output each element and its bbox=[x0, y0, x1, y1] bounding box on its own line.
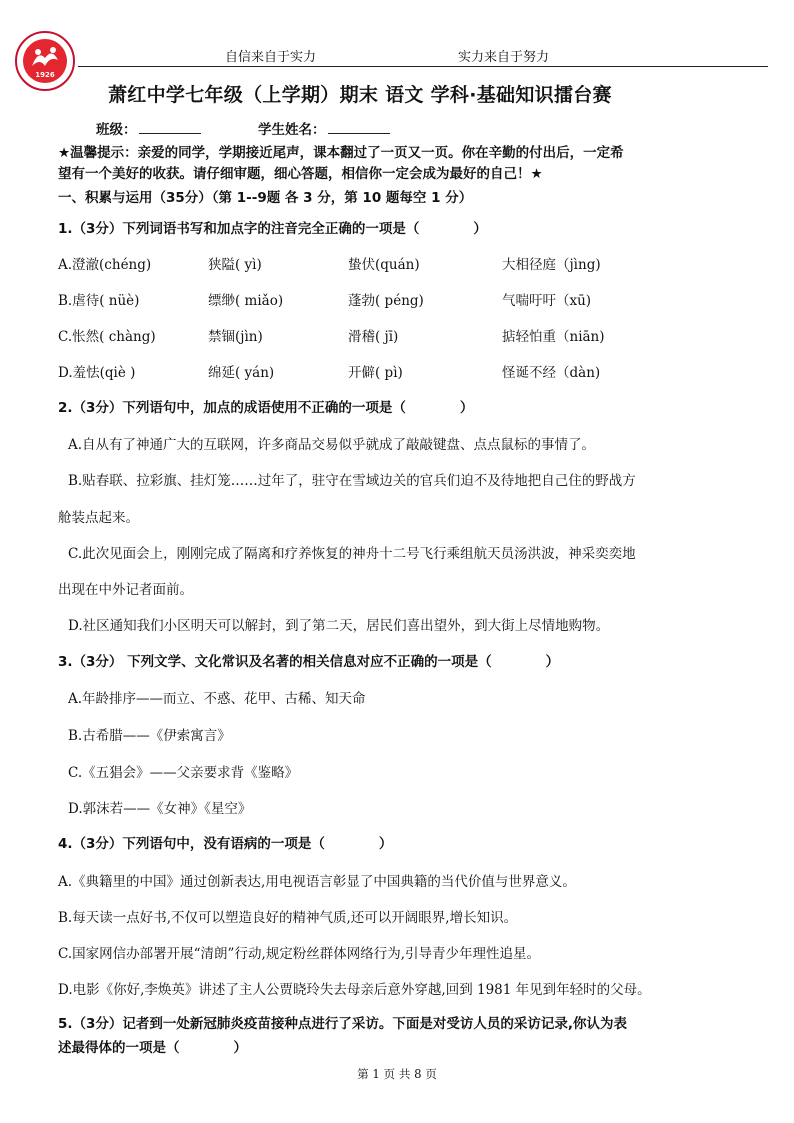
q1-option-a-1: A.澄澈(chéng) bbox=[58, 257, 152, 273]
q2-option-c-line-1: C.此次见面会上，刚刚完成了隔离和疗养恢复的神舟十二号飞行乘组航天员汤洪波，神采奕奕地 bbox=[68, 546, 636, 562]
q4-option-b: B.每天读一点好书,不仅可以塑造良好的精神气质,还可以开阔眼界,增长知识。 bbox=[58, 910, 518, 926]
header-divider bbox=[78, 66, 768, 67]
q5-stem-line-1: 5.（3分）记者到一处新冠肺炎疫苗接种点进行了采访。下面是对受访人员的采访记录,你认为表 bbox=[58, 1016, 628, 1032]
class-blank bbox=[139, 121, 201, 134]
q4-option-d: D.电影《你好,李焕英》讲述了主人公贾晓玲失去母亲后意外穿越,回到 1981 年见到年轻时的父母。 bbox=[58, 982, 651, 998]
q2-stem: 2.（3分）下列语句中，加点的成语使用不正确的一项是（ ） bbox=[58, 400, 474, 416]
q1-option-a-3: 蛰伏(quán) bbox=[348, 257, 420, 273]
student-name-blank bbox=[328, 121, 390, 134]
q3-option-b: B.古希腊——《伊索寓言》 bbox=[68, 728, 231, 744]
q2-option-c-line-2: 出现在中外记者面前。 bbox=[58, 582, 193, 598]
page-footer: 第 1 页 共 8 页 bbox=[357, 1067, 437, 1081]
q1-option-a-4: 大相径庭（jìng) bbox=[502, 257, 601, 273]
page-title: 萧红中学七年级（上学期）期末 语文 学科·基础知识擂台赛 bbox=[108, 84, 612, 106]
q1-option-b-1: B.虐待( nüè) bbox=[58, 293, 140, 309]
q1-option-c-2: 禁锢(jìn) bbox=[208, 329, 263, 345]
q3-option-a: A.年龄排序——而立、不惑、花甲、古稀、知天命 bbox=[68, 691, 366, 707]
tip-line-1: ★温馨提示：亲爱的同学，学期接近尾声，课本翻过了一页又一页。你在辛勤的付出后，一定希 bbox=[58, 145, 624, 161]
q1-option-d-3: 开僻( pì) bbox=[348, 365, 403, 381]
q1-option-d-2: 绵延( yán) bbox=[208, 365, 275, 381]
q4-option-c: C.国家网信办部署开展“清朗”行动,规定粉丝群体网络行为,引导青少年理性追星。 bbox=[58, 946, 541, 962]
section-1-heading: 一、积累与运用（35分）（第 1--9题 各 3 分，第 10 题每空 1 分） bbox=[58, 190, 473, 206]
q5-stem-line-2: 述最得体的一项是（ ） bbox=[58, 1040, 247, 1056]
q1-option-a-2: 狭隘( yì) bbox=[208, 257, 262, 273]
q1-option-d-4: 怪诞不经（dàn) bbox=[502, 365, 601, 381]
class-label: 班级： bbox=[96, 122, 137, 138]
student-name-field bbox=[258, 118, 390, 138]
q1-option-b-4: 气喘吁吁（xū) bbox=[502, 293, 592, 309]
q1-option-c-4: 掂轻怕重（niān) bbox=[502, 329, 605, 345]
motto-right: 实力来自于努力 bbox=[458, 50, 550, 65]
motto-left: 自信来自于实力 bbox=[225, 50, 317, 65]
q2-option-d: D.社区通知我们小区明天可以解封，到了第二天，居民们喜出望外，到大街上尽情地购物。 bbox=[68, 618, 610, 634]
q1-option-b-3: 蓬勃( péng) bbox=[348, 293, 424, 309]
school-logo-icon bbox=[14, 30, 76, 92]
q1-option-b-2: 缥缈( miǎo) bbox=[208, 293, 284, 309]
logo-year: 1926 bbox=[35, 71, 55, 79]
q1-stem: 1.（3分）下列词语书写和加点字的注音完全正确的一项是（ ） bbox=[58, 221, 487, 237]
q1-option-c-3: 滑稽( jī) bbox=[348, 329, 399, 345]
q2-option-a: A.自从有了神通广大的互联网，许多商品交易似乎就成了敲敲键盘、点点鼠标的事情了。 bbox=[68, 437, 596, 453]
q4-option-a: A.《典籍里的中国》通过创新表达,用电视语言彰显了中国典籍的当代价值与世界意义。 bbox=[58, 874, 576, 890]
q1-option-c-1: C.怅然( chàng) bbox=[58, 329, 156, 345]
q3-option-c: C.《五猖会》——父亲要求背《鉴略》 bbox=[68, 765, 299, 781]
tip-line-2: 望有一个美好的收获。请仔细审题，细心答题，相信你一定会成为最好的自己！★ bbox=[58, 166, 543, 182]
q2-option-b-line-2: 舱装点起来。 bbox=[58, 510, 139, 526]
q1-option-d-1: D.羞怯(qiè ) bbox=[58, 365, 136, 381]
q2-option-b-line-1: B.贴春联、拉彩旗、挂灯笼……过年了，驻守在雪域边关的官兵们迫不及待地把自己住的野战方 bbox=[68, 473, 636, 489]
q3-stem: 3.（3分） 下列文学、文化常识及名著的相关信息对应不正确的一项是（ ） bbox=[58, 654, 560, 670]
class-field bbox=[96, 118, 201, 138]
student-name-label: 学生姓名： bbox=[258, 122, 326, 138]
q3-option-d: D.郭沫若——《女神》《星空》 bbox=[68, 801, 252, 817]
q4-stem: 4.（3分）下列语句中，没有语病的一项是（ ） bbox=[58, 836, 393, 852]
